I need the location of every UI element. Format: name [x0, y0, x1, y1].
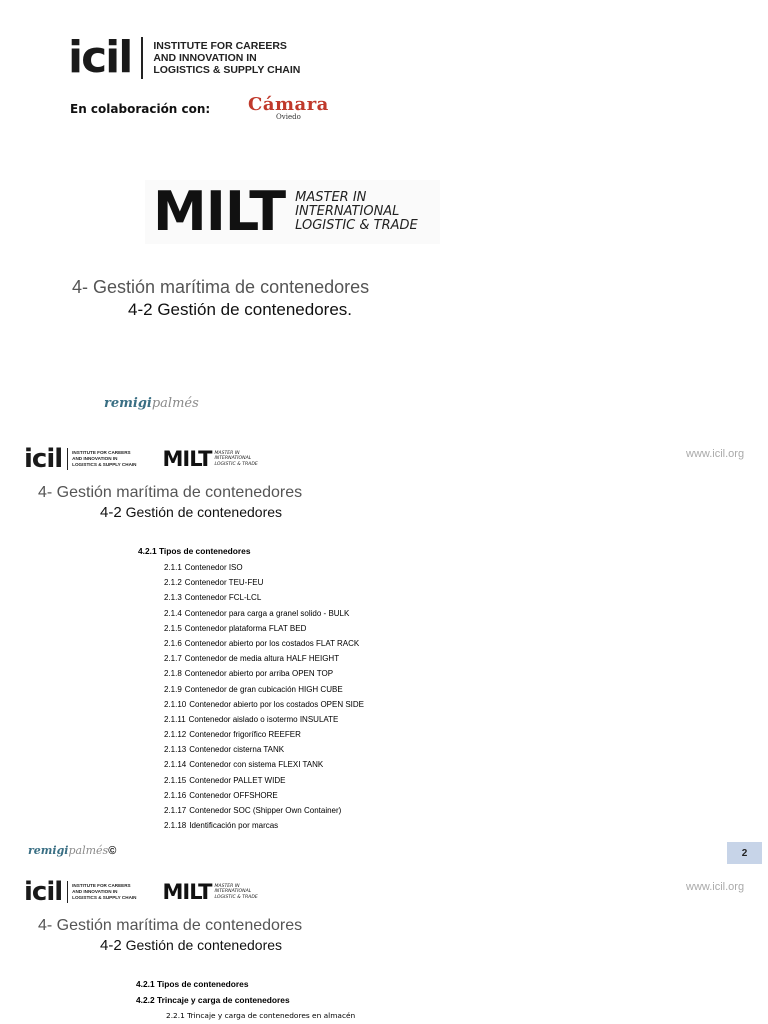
list-item-text: Contenedor aislado o isotermo INSULATE [188, 714, 339, 724]
icil-logo [68, 32, 301, 83]
list-item-text: Contenedor cisterna TANK [189, 745, 285, 755]
list-item-number: 2.1.17 [164, 806, 187, 815]
list-item-number: 2.1.14 [164, 760, 187, 770]
list-item: 2.2.1 Trincaje y carga de contenedores en almacén [166, 1011, 356, 1020]
list-item-number: 2.1.3 [164, 593, 182, 603]
camara-logo-sub: Oviedo [276, 113, 301, 121]
list-item [138, 773, 364, 788]
remigi-logo-part: remigi [104, 396, 152, 411]
list-item [138, 697, 364, 712]
milt-tagline-line: INTERNATIONAL [214, 456, 252, 462]
section-heading: 4.2.2 Trincaje y carga de contenedores [136, 995, 290, 1005]
website-link[interactable]: www.icil.org [686, 881, 745, 893]
milt-logo-tagline [285, 191, 418, 234]
list-item-number: 2.1.6 [164, 638, 182, 648]
list-item-number: 2.1.1 [164, 563, 182, 572]
list-item [138, 712, 364, 727]
subtitle-number: 4-2 [128, 300, 153, 319]
contents-items [138, 560, 364, 833]
icil-tagline-line: INSTITUTE FOR CAREERS [72, 883, 131, 889]
list-item-text: Contenedor abierto por los costados OPEN SIDE [189, 699, 365, 709]
slide-title: 4- Gestión marítima de contenedores [72, 277, 370, 297]
list-item-number: 2.1.11 [164, 714, 186, 724]
icil-logo-word: icil [24, 877, 63, 907]
subtitle-text: Gestión de contenedores. [157, 300, 352, 319]
list-item-text: Contenedor FCL-LCL [184, 593, 262, 603]
icil-logo-tagline [72, 450, 136, 468]
icil-logo-tagline [153, 40, 300, 76]
contents-list [138, 545, 364, 833]
milt-tagline-line: LOGISTIC & TRADE [214, 461, 258, 467]
list-item [138, 666, 364, 681]
list-item-text: Contenedor TEU-FEU [184, 578, 264, 588]
milt-logo-word: MILT [153, 180, 286, 243]
list-item-number: 2.1.2 [164, 578, 182, 588]
header-logos [24, 879, 258, 905]
list-item [138, 742, 364, 757]
palmes-logo-part: palmés [68, 844, 109, 857]
icil-logo-divider [141, 37, 143, 79]
list-item [138, 682, 364, 697]
icil-tagline-line: LOGISTICS & SUPPLY CHAIN [153, 64, 301, 77]
list-item-number: 2.1.8 [164, 669, 182, 679]
list-item [138, 803, 364, 818]
list-item-number: 2.1.5 [164, 623, 182, 633]
icil-tagline-line: AND INNOVATION IN [72, 456, 118, 462]
list-item [138, 621, 364, 636]
list-item-number: 2.1.4 [164, 608, 182, 618]
slide-subtitle [100, 937, 282, 954]
icil-tagline-line: AND INNOVATION IN [153, 51, 257, 64]
subtitle-text: Gestión de contenedores [125, 504, 283, 520]
list-item [138, 651, 364, 666]
slide-1-cover [0, 0, 768, 440]
slide-title: 4- Gestión marítima de contenedores [38, 917, 303, 934]
icil-tagline-line: INSTITUTE FOR CAREERS [72, 450, 131, 456]
milt-tagline-line: LOGISTIC & TRADE [214, 894, 258, 900]
milt-logo-tagline [211, 884, 257, 899]
icil-tagline-line: LOGISTICS & SUPPLY CHAIN [72, 461, 137, 467]
list-item [138, 788, 364, 803]
subtitle-text: Gestión de contenedores [125, 937, 283, 953]
list-item [138, 818, 364, 833]
list-item-text: Contenedor frigorífico REEFER [189, 730, 301, 740]
milt-tagline-line: INTERNATIONAL [295, 203, 400, 219]
website-link[interactable]: www.icil.org [686, 448, 745, 460]
list-item [138, 560, 364, 575]
list-item [138, 757, 364, 772]
icil-tagline-line: LOGISTICS & SUPPLY CHAIN [72, 894, 137, 900]
milt-logo-word: MILT [162, 879, 212, 904]
subtitle-number: 4-2 [100, 937, 122, 954]
list-item-text: Contenedor de gran cubicación HIGH CUBE [184, 684, 343, 694]
list-item-number: 2.1.15 [164, 775, 187, 785]
slide-title: 4- Gestión marítima de contenedores [38, 484, 303, 501]
icil-logo-divider [67, 881, 68, 903]
list-item [138, 727, 364, 742]
list-item-text: Contenedor abierto por los costados FLAT RACK [184, 638, 360, 648]
remigi-logo-part: remigi [28, 844, 69, 857]
list-item-number: 2.1.13 [164, 745, 187, 755]
milt-tagline-line: INTERNATIONAL [214, 889, 252, 895]
list-item [138, 575, 364, 590]
icil-logo-divider [67, 448, 68, 470]
milt-logo-tagline [211, 451, 257, 466]
list-item-text: Contenedor con sistema FLEXI TANK [189, 760, 324, 770]
list-item-number: 2.1.16 [164, 790, 187, 800]
icil-tagline-line: INSTITUTE FOR CAREERS [153, 39, 287, 52]
list-item-text: Contenedor SOC (Shipper Own Container) [189, 806, 342, 815]
header-logos [24, 446, 258, 472]
list-item [138, 590, 364, 605]
collaboration-label: En colaboración con: [70, 102, 211, 116]
milt-tagline-line: MASTER IN [214, 884, 240, 890]
list-item-text: Contenedor PALLET WIDE [189, 775, 286, 785]
list-item-text: Contenedor OFFSHORE [189, 790, 278, 800]
milt-logo [145, 180, 440, 244]
remigi-palmes-logo [104, 396, 199, 411]
section-heading: 4.2.1 Tipos de contenedores [136, 979, 249, 989]
list-item [138, 606, 364, 621]
milt-tagline-line: LOGISTIC & TRADE [295, 218, 418, 234]
list-item-text: Contenedor plataforma FLAT BED [184, 623, 307, 633]
list-item-text: Contenedor de media altura HALF HEIGHT [184, 654, 340, 664]
contents-list [136, 978, 355, 1024]
camara-logo [248, 94, 329, 121]
list-item [138, 636, 364, 651]
camara-logo-word: Cámara [248, 94, 329, 115]
list-item-text: Contenedor ISO [184, 563, 243, 572]
copyright-symbol: © [108, 845, 117, 857]
list-item-number: 2.1.10 [164, 699, 187, 709]
icil-logo-word: icil [24, 444, 63, 474]
palmes-logo-part: palmés [151, 396, 199, 411]
icil-tagline-line: AND INNOVATION IN [72, 889, 118, 895]
list-item-number: 2.1.18 [164, 821, 187, 831]
list-item-number: 2.1.9 [164, 684, 182, 694]
slide-subtitle [128, 300, 352, 320]
section-heading: 4.2.1 Tipos de contenedores [138, 546, 251, 556]
list-item-text: Identificación por marcas [189, 821, 279, 831]
milt-logo-word: MILT [162, 446, 212, 471]
subtitle-number: 4-2 [100, 504, 122, 521]
icil-logo-word: icil [68, 32, 132, 83]
list-item-text: Contenedor para carga a granel solido - BULK [184, 608, 350, 618]
page-number-badge: 2 [727, 842, 762, 864]
milt-tagline-line: MASTER IN [295, 189, 367, 205]
milt-tagline-line: MASTER IN [214, 451, 240, 457]
list-item-number: 2.1.7 [164, 654, 182, 664]
remigi-palmes-logo [28, 844, 116, 857]
list-item-number: 2.1.12 [164, 730, 187, 740]
icil-logo-tagline [72, 883, 136, 901]
list-item-text: Contenedor abierto por arriba OPEN TOP [184, 669, 334, 679]
slide-subtitle [100, 504, 282, 521]
